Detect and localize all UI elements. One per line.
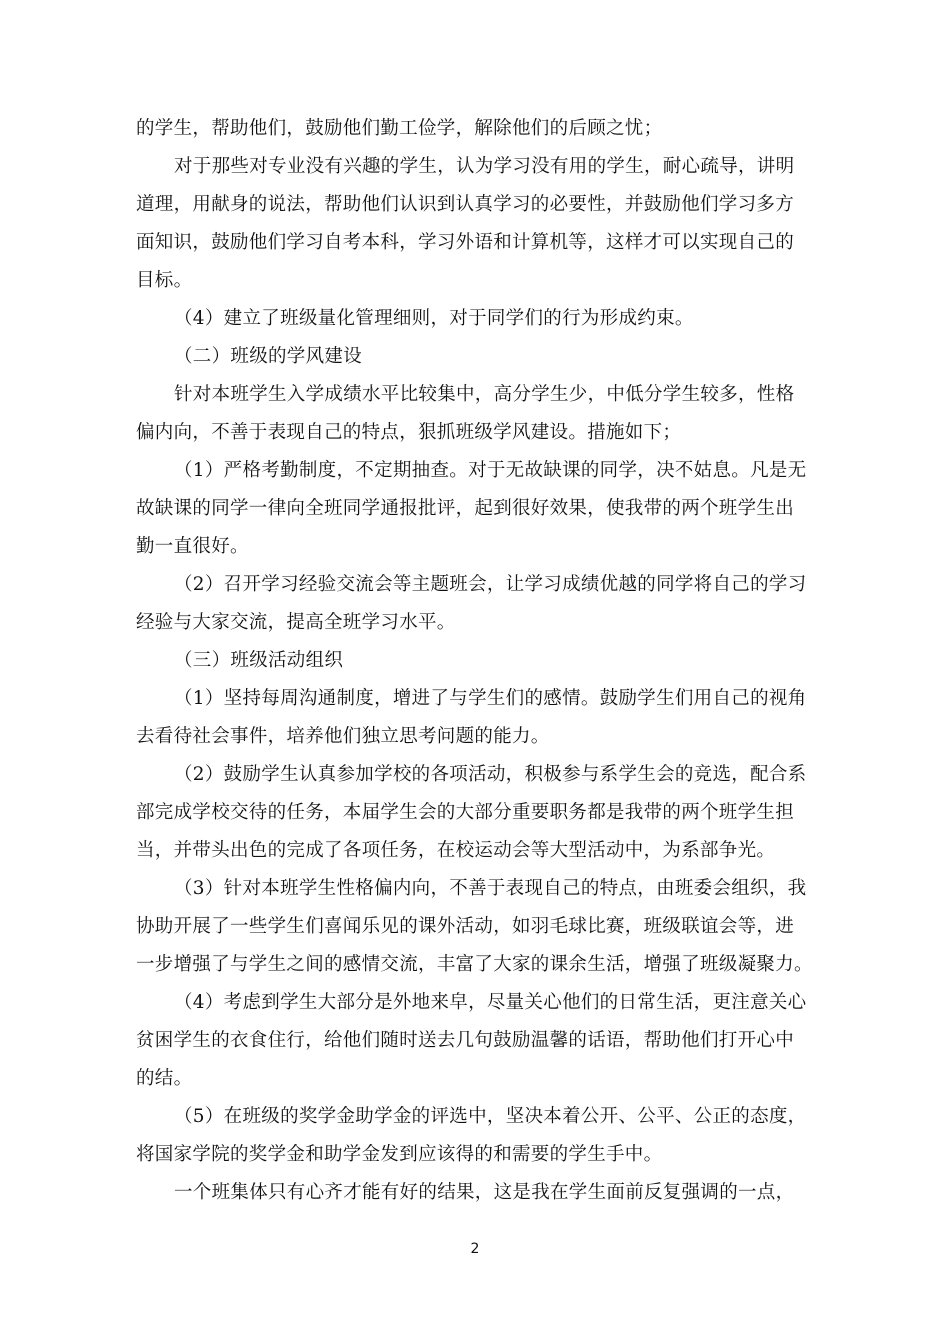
text-line: （4）考虑到学生大部分是外地来皁，尽量关心他们的日常生活，更注意关心: [174, 992, 807, 1013]
text-line: 目标。: [136, 270, 193, 291]
section-heading: （三）班级活动组织: [174, 650, 344, 671]
text-line: （3）针对本班学生性格偏内向，不善于表现自己的特点，由班委会组织，我: [174, 878, 807, 899]
section-heading: （二）班级的学风建设: [174, 346, 363, 367]
text-line: 偏内向，不善于表现自己的特点，狠抓班级学风建设。措施如下；: [136, 422, 682, 443]
text-line: 一步增强了与学生之间的感情交流，丰富了大家的课余生活，增强了班级凝聚力。: [136, 954, 813, 975]
text-line: 将国家学院的奖学金和助学金发到应该得的和需要的学生手中。: [136, 1144, 663, 1165]
text-line: 部完成学校交待的任务，本届学生会的大部分重要职务都是我带的两个班学生担: [136, 802, 795, 823]
text-line: 的结。: [136, 1068, 193, 1089]
text-line: （5）在班级的奖学金助学金的评选中，坚决本着公开、公平、公正的态度，: [174, 1106, 807, 1127]
text-line: （2）召开学习经验交流会等主题班会，让学习成绩优越的同学将自己的学习: [174, 574, 807, 595]
text-line: 协助开展了一些学生们喜闻乐见的课外活动，如羽毛球比赛，班级联谊会等，进: [136, 916, 795, 937]
text-line: （2）鼓励学生认真参加学校的各项活动，积极参与系学生会的竞选，配合系: [174, 764, 807, 785]
text-line: 经验与大家交流，提高全班学习水平。: [136, 612, 456, 633]
page-number: 2: [470, 1241, 480, 1257]
text-line: 对于那些对专业没有兴趣的学生，认为学习没有用的学生，耐心疏导，讲明: [174, 156, 795, 177]
text-line: 道理，用献身的说法，帮助他们认识到认真学习的必要性，并鼓励他们学习多方: [136, 194, 795, 215]
text-line: 贫困学生的衣食住行，给他们随时送去几句鼓励温馨的话语，帮助他们打开心中: [136, 1030, 795, 1051]
text-line: 面知识，鼓励他们学习自考本科，学习外语和计算机等，这样才可以实现自己的: [136, 232, 795, 253]
text-line: 故缺课的同学一律向全班同学通报批评，起到很好效果，使我带的两个班学生出: [136, 498, 795, 519]
text-line: （1）坚持每周沟通制度，增进了与学生们的感情。鼓励学生们用自己的视角: [174, 688, 807, 709]
text-line: 当，并带头出色的完成了各项任务，在校运动会等大型活动中，为系部争光。: [136, 840, 776, 861]
text-line: （4）建立了班级量化管理细则，对于同学们的行为形成约束。: [174, 308, 694, 329]
text-line: 勤一直很好。: [136, 536, 249, 557]
text-line: 的学生，帮助他们，鼓励他们勤工俭学，解除他们的后顾之忧；: [136, 118, 663, 139]
text-line: （1）严格考勤制度，不定期抽查。对于无故缺课的同学，决不姑息。凡是无: [174, 460, 807, 481]
text-line: 一个班集体只有心齐才能有好的结果，这是我在学生面前反复强调的一点，: [174, 1182, 795, 1203]
text-line: 去看待社会事件，培养他们独立思考问题的能力。: [136, 726, 550, 747]
text-line: 针对本班学生入学成绩水平比较集中，高分学生少，中低分学生较多，性格: [174, 384, 795, 405]
